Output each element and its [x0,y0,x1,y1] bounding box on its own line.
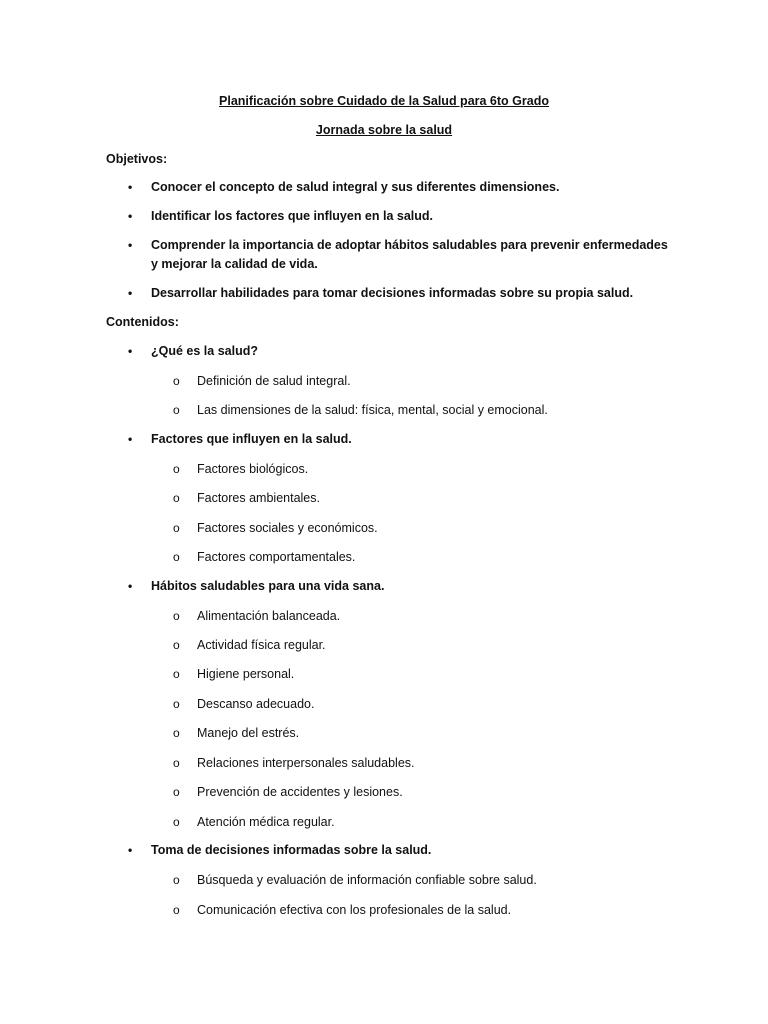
sub-bullet-icon: o [173,873,180,887]
bullet-icon: • [128,209,133,223]
bullet-icon: • [128,432,133,446]
sub-bullet-icon: o [173,550,180,564]
contenido-label: Toma de decisiones informadas sobre la salud. [151,843,432,857]
contenido-label: ¿Qué es la salud? [151,344,258,358]
objetivos-heading: Objetivos: [106,152,168,166]
sub-bullet-icon: o [173,726,180,740]
sub-bullet-icon: o [173,903,180,917]
sub-item-text: Relaciones interpersonales saludables. [197,756,415,770]
sub-item-text: Las dimensiones de la salud: física, mental, social y emocional. [197,403,548,417]
sub-bullet-icon: o [173,815,180,829]
objetivo-text: Conocer el concepto de salud integral y sus diferentes dimensiones. [151,180,560,194]
sub-item-text: Atención médica regular. [197,815,335,829]
sub-bullet-icon: o [173,697,180,711]
sub-item-text: Búsqueda y evaluación de información confiable sobre salud. [197,873,537,887]
sub-item-text: Definición de salud integral. [197,374,351,388]
bullet-icon: • [128,180,133,194]
bullet-icon: • [128,579,133,593]
sub-item-text: Higiene personal. [197,667,295,681]
sub-item-text: Prevención de accidentes y lesiones. [197,785,403,799]
objetivo-text: Desarrollar habilidades para tomar decisiones informadas sobre su propia salud. [151,286,634,300]
sub-bullet-icon: o [173,609,180,623]
objetivo-text: Comprender la importancia de adoptar hábitos saludables para prevenir enfermedades y mejorar la calidad de vida. [151,238,668,271]
document-title: Planificación sobre Cuidado de la Salud para 6to Grado [219,94,549,108]
document-subtitle: Jornada sobre la salud [315,123,453,137]
sub-item-text: Manejo del estrés. [197,726,300,740]
bullet-icon: • [128,344,133,358]
sub-item-text: Factores comportamentales. [197,550,356,564]
objetivo-text: Identificar los factores que influyen en la salud. [151,209,434,223]
sub-bullet-icon: o [173,638,180,652]
sub-item-text: Comunicación efectiva con los profesionales de la salud. [197,903,512,917]
sub-item-text: Factores sociales y económicos. [197,521,378,535]
sub-item-text: Factores biológicos. [197,462,309,476]
bullet-icon: • [128,843,133,857]
bullet-icon: • [128,238,133,252]
contenidos-heading: Contenidos: [106,315,179,329]
sub-bullet-icon: o [173,521,180,535]
sub-bullet-icon: o [173,462,180,476]
sub-bullet-icon: o [173,756,180,770]
contenido-label: Factores que influyen en la salud. [151,432,352,446]
sub-bullet-icon: o [173,403,180,417]
bullet-icon: • [128,286,133,300]
sub-item-text: Actividad física regular. [197,638,326,652]
sub-bullet-icon: o [173,374,180,388]
sub-bullet-icon: o [173,667,180,681]
sub-bullet-icon: o [173,785,180,799]
sub-item-text: Descanso adecuado. [197,697,315,711]
contenido-label: Hábitos saludables para una vida sana. [151,579,385,593]
sub-item-text: Alimentación balanceada. [197,609,341,623]
sub-item-text: Factores ambientales. [197,491,320,505]
sub-bullet-icon: o [173,491,180,505]
